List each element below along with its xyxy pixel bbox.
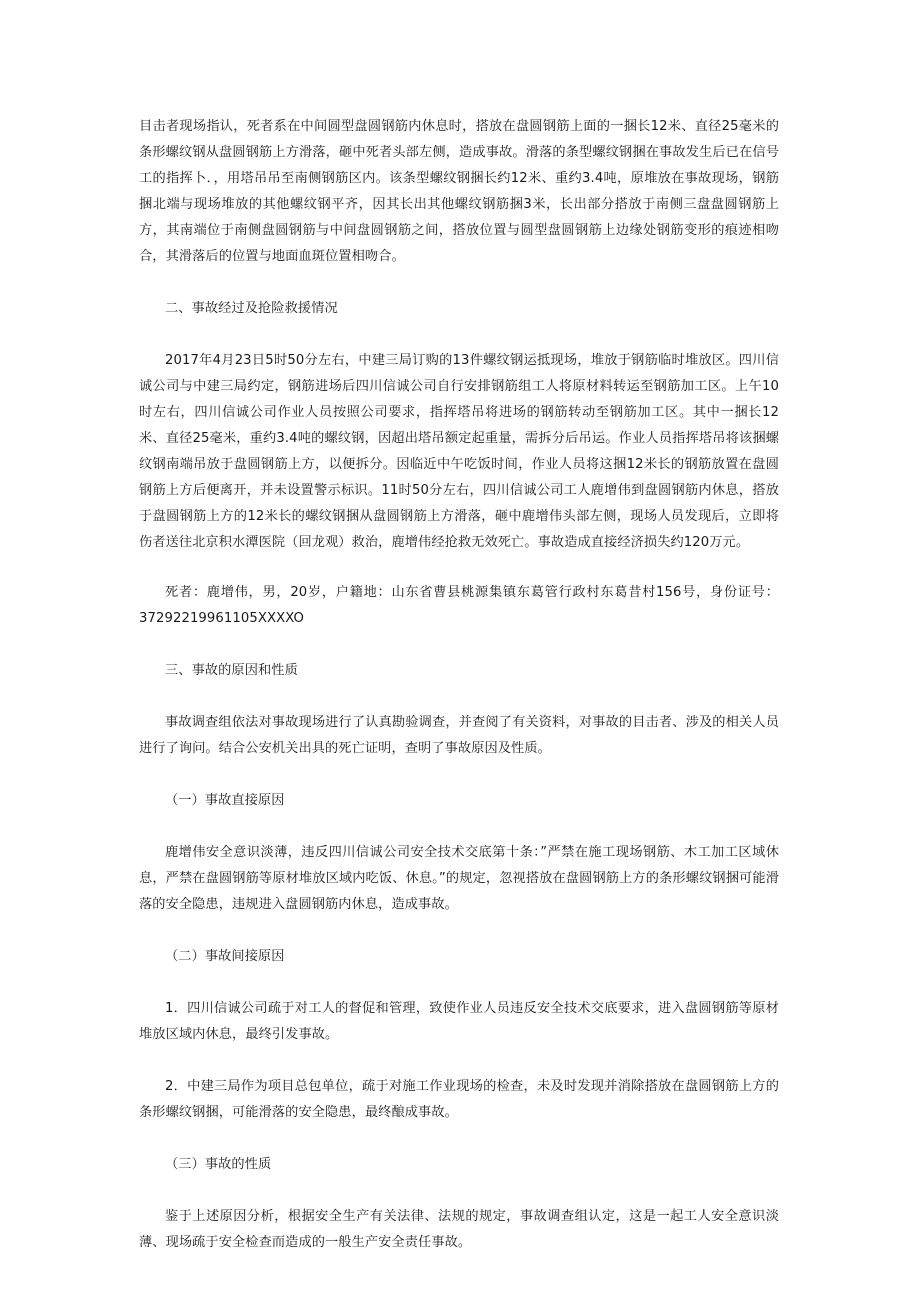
paragraph-accident-process: 2017年4月23日5时50分左右，中建三局订购的13件螺纹钢运抵现场，堆放于钢筋临时堆放区。四川信诚公司与中建三局约定，钢筋进场后四川信诚公司自行安排钢筋组工人将原材料转运至钢筋加工区。上午10时左右，四川信诚公司作业人员按照公司要求，指挥塔吊将进场的钢筋转动至钢筋加工区。其中一捆长12米、直径25毫米，重约3.4吨的螺纹钢，因超出塔吊额定起重量，需拆分后吊运。作业人员指挥塔吊将该捆螺纹钢南端吊放于盘圆钢筋上方，以便拆分。因临近中午吃饭时间，作业人员将这捆12米长的钢筋放置在盘圆钢筋上方后便离开，并未设置警示标识。11时50分左右，四川信诚公司工人鹿增伟到盘圆钢筋内休息，搭放于盘圆钢筋上方的12米长的螺纹钢捆从盘圆钢筋上方滑落，砸中鹿增伟头部左侧，现场人员发现后，立即将伤者送往北京积水潭医院（回龙观）救治，鹿增伟经抢救无效死亡。事故造成直接经济损失约120万元。 (139, 353, 779, 550)
heading-section-3: 三、事故的原因和性质 (165, 663, 298, 678)
document-body (139, 114, 779, 1256)
heading-direct-cause: （一）事故直接原因 (165, 793, 285, 808)
paragraph-indirect-cause-1: 1．四川信诚公司疏于对工人的督促和管理，致使作业人员违反安全技术交底要求，进入盘圆钢筋等原材堆放区域内休息，最终引发事故。 (139, 1001, 779, 1042)
heading-section-2: 二、事故经过及抢险救援情况 (165, 301, 338, 316)
heading-nature: （三）事故的性质 (165, 1157, 272, 1172)
paragraph-nature: 鉴于上述原因分析，根据安全生产有关法律、法规的规定，事故调查组认定，这是一起工人安全意识淡薄、现场疏于安全检查而造成的一般生产安全责任事故。 (139, 1209, 779, 1250)
paragraph-direct-cause: 鹿增伟安全意识淡薄，违反四川信诚公司安全技术交底第十条：”严禁在施工现场钢筋、木工加工区域休息，严禁在盘圆钢筋等原材堆放区域内吃饭、休息。”的规定，忽视搭放在盘圆钢筋上方的条形螺纹钢捆可能滑落的安全隐患，违规进入盘圆钢筋内休息，造成事故。 (139, 845, 779, 912)
heading-indirect-cause: （二）事故间接原因 (165, 949, 285, 964)
paragraph-indirect-cause-2: 2．中建三局作为项目总包单位，疏于对施工作业现场的检查，未及时发现并消除搭放在盘圆钢筋上方的条形螺纹钢捆，可能滑落的安全隐患，最终酿成事故。 (139, 1079, 779, 1120)
paragraph-deceased-info: 死者：鹿增伟，男，20岁，户籍地：山东省曹县桃源集镇东葛管行政村东葛昔村156号，身份证号：37292219961105XXXXO (139, 585, 779, 626)
paragraph-eyewitness: 目击者现场指认，死者系在中间圆型盘圆钢筋内休息时，搭放在盘圆钢筋上面的一捆长12米、直径25毫米的条形螺纹钢从盘圆钢筋上方滑落，砸中死者头部左侧，造成事故。滑落的条型螺纹钢捆在事故发生后已在信号工的指挥卜．，用塔吊吊至南侧钢筋区内。该条型螺纹钢捆长约12米、重约3.4吨，原堆放在事故现场，钢筋捆北端与现场堆放的其他螺纹钢平齐，因其长出其他螺纹钢筋捆3米，长出部分搭放于南侧三盘盘圆钢筋上方，其南端位于南侧盘圆钢筋与中间盘圆钢筋之间，搭放位置与圆型盘圆钢筋上边缘处钢筋变形的痕迹相吻合，其滑落后的位置与地面血斑位置相吻合。 (139, 119, 779, 264)
paragraph-investigation: 事故调查组依法对事故现场进行了认真勘验调查，并查阅了有关资料，对事故的目击者、涉及的相关人员进行了询问。结合公安机关出具的死亡证明，查明了事故原因及性质。 (139, 715, 779, 756)
